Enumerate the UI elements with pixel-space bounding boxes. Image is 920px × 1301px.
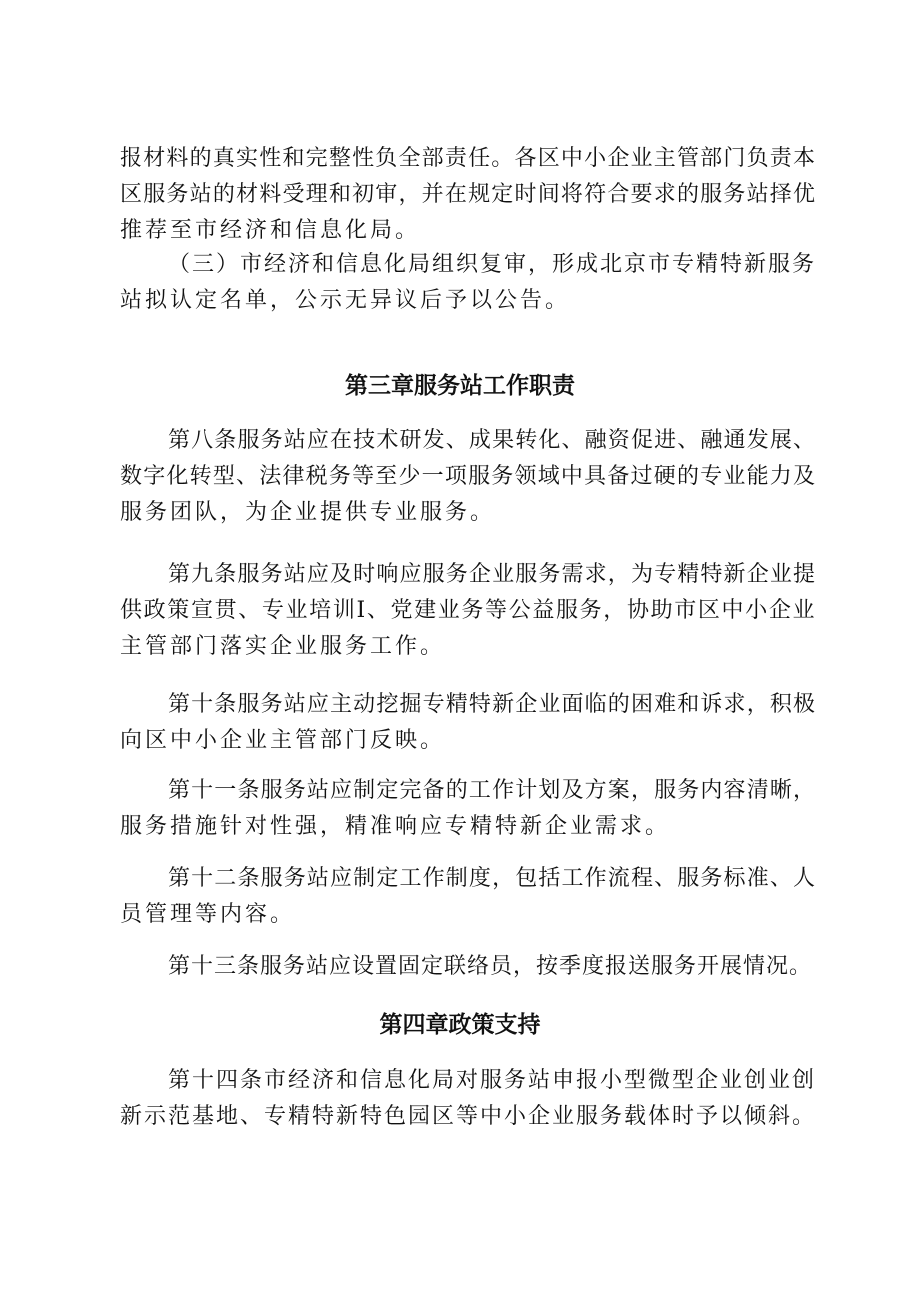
paragraph-line: 主管部门落实企业服务工作。	[120, 634, 446, 659]
intro-paragraph	[120, 141, 816, 249]
paragraph-line: 向区中小企业主管部门反映。	[120, 728, 446, 753]
chapter-three-title: 第三章服务站工作职责	[345, 373, 575, 399]
paragraph-line: 推荐至市经济和信息化局。	[120, 218, 421, 243]
paragraph-line: 第十二条服务站应制定工作制度，包括工作流程、服务标准、人	[168, 866, 816, 891]
paragraph-line: （三）市经济和信息化局组织复审，形成北京市专精特新服务	[168, 252, 817, 277]
paragraph-line: 员管理等内容。	[120, 902, 296, 927]
paragraph-line: 服务团队，为企业提供专业服务。	[120, 500, 496, 525]
item-three-paragraph	[120, 247, 816, 319]
paragraph-line: 第十四条市经济和信息化局对服务站申报小型微型企业创业创	[168, 1068, 817, 1093]
paragraph-line: 新示范基地、专精特新特色园区等中小企业服务载体时予以倾斜。	[120, 1104, 817, 1129]
paragraph-line: 第九条服务站应及时响应服务企业服务需求，为专精特新企业提	[168, 562, 816, 587]
article-12-paragraph	[120, 861, 816, 933]
article-13-paragraph	[120, 949, 816, 985]
paragraph-line: 服务措施针对性强，精准响应专精特新企业需求。	[120, 814, 671, 839]
paragraph-line: 第十三条服务站应设置固定联络员，按季度报送服务开展情况。	[168, 954, 813, 979]
paragraph-line: 第十一条服务站应制定完备的工作计划及方案，服务内容清晰，	[168, 778, 816, 803]
article-8-paragraph	[120, 423, 816, 531]
paragraph-line: 供政策宣贯、专业培训I、党建业务等公益服务，协助市区中小企业	[120, 598, 816, 623]
paragraph-line: 站拟认定名单，公示无异议后予以公告。	[120, 288, 571, 313]
article-11-paragraph	[120, 773, 816, 845]
paragraph-line: 区服务站的材料受理和初审，并在规定时间将符合要求的服务站择优	[120, 182, 816, 207]
article-9-paragraph	[120, 557, 816, 665]
article-14-paragraph	[120, 1063, 816, 1135]
paragraph-line: 数字化转型、法律税务等至少一项服务领域中具备过硬的专业能力及	[120, 464, 816, 489]
article-10-paragraph	[120, 687, 816, 759]
paragraph-line: 第十条服务站应主动挖掘专精特新企业面临的困难和诉求，积极	[168, 692, 816, 717]
paragraph-line: 报材料的真实性和完整性负全部责任。各区中小企业主管部门负责本	[120, 146, 816, 171]
chapter-four-title: 第四章政策支持	[379, 1012, 541, 1038]
paragraph-line: 第八条服务站应在技术研发、成果转化、融资促进、融通发展、	[168, 428, 816, 453]
